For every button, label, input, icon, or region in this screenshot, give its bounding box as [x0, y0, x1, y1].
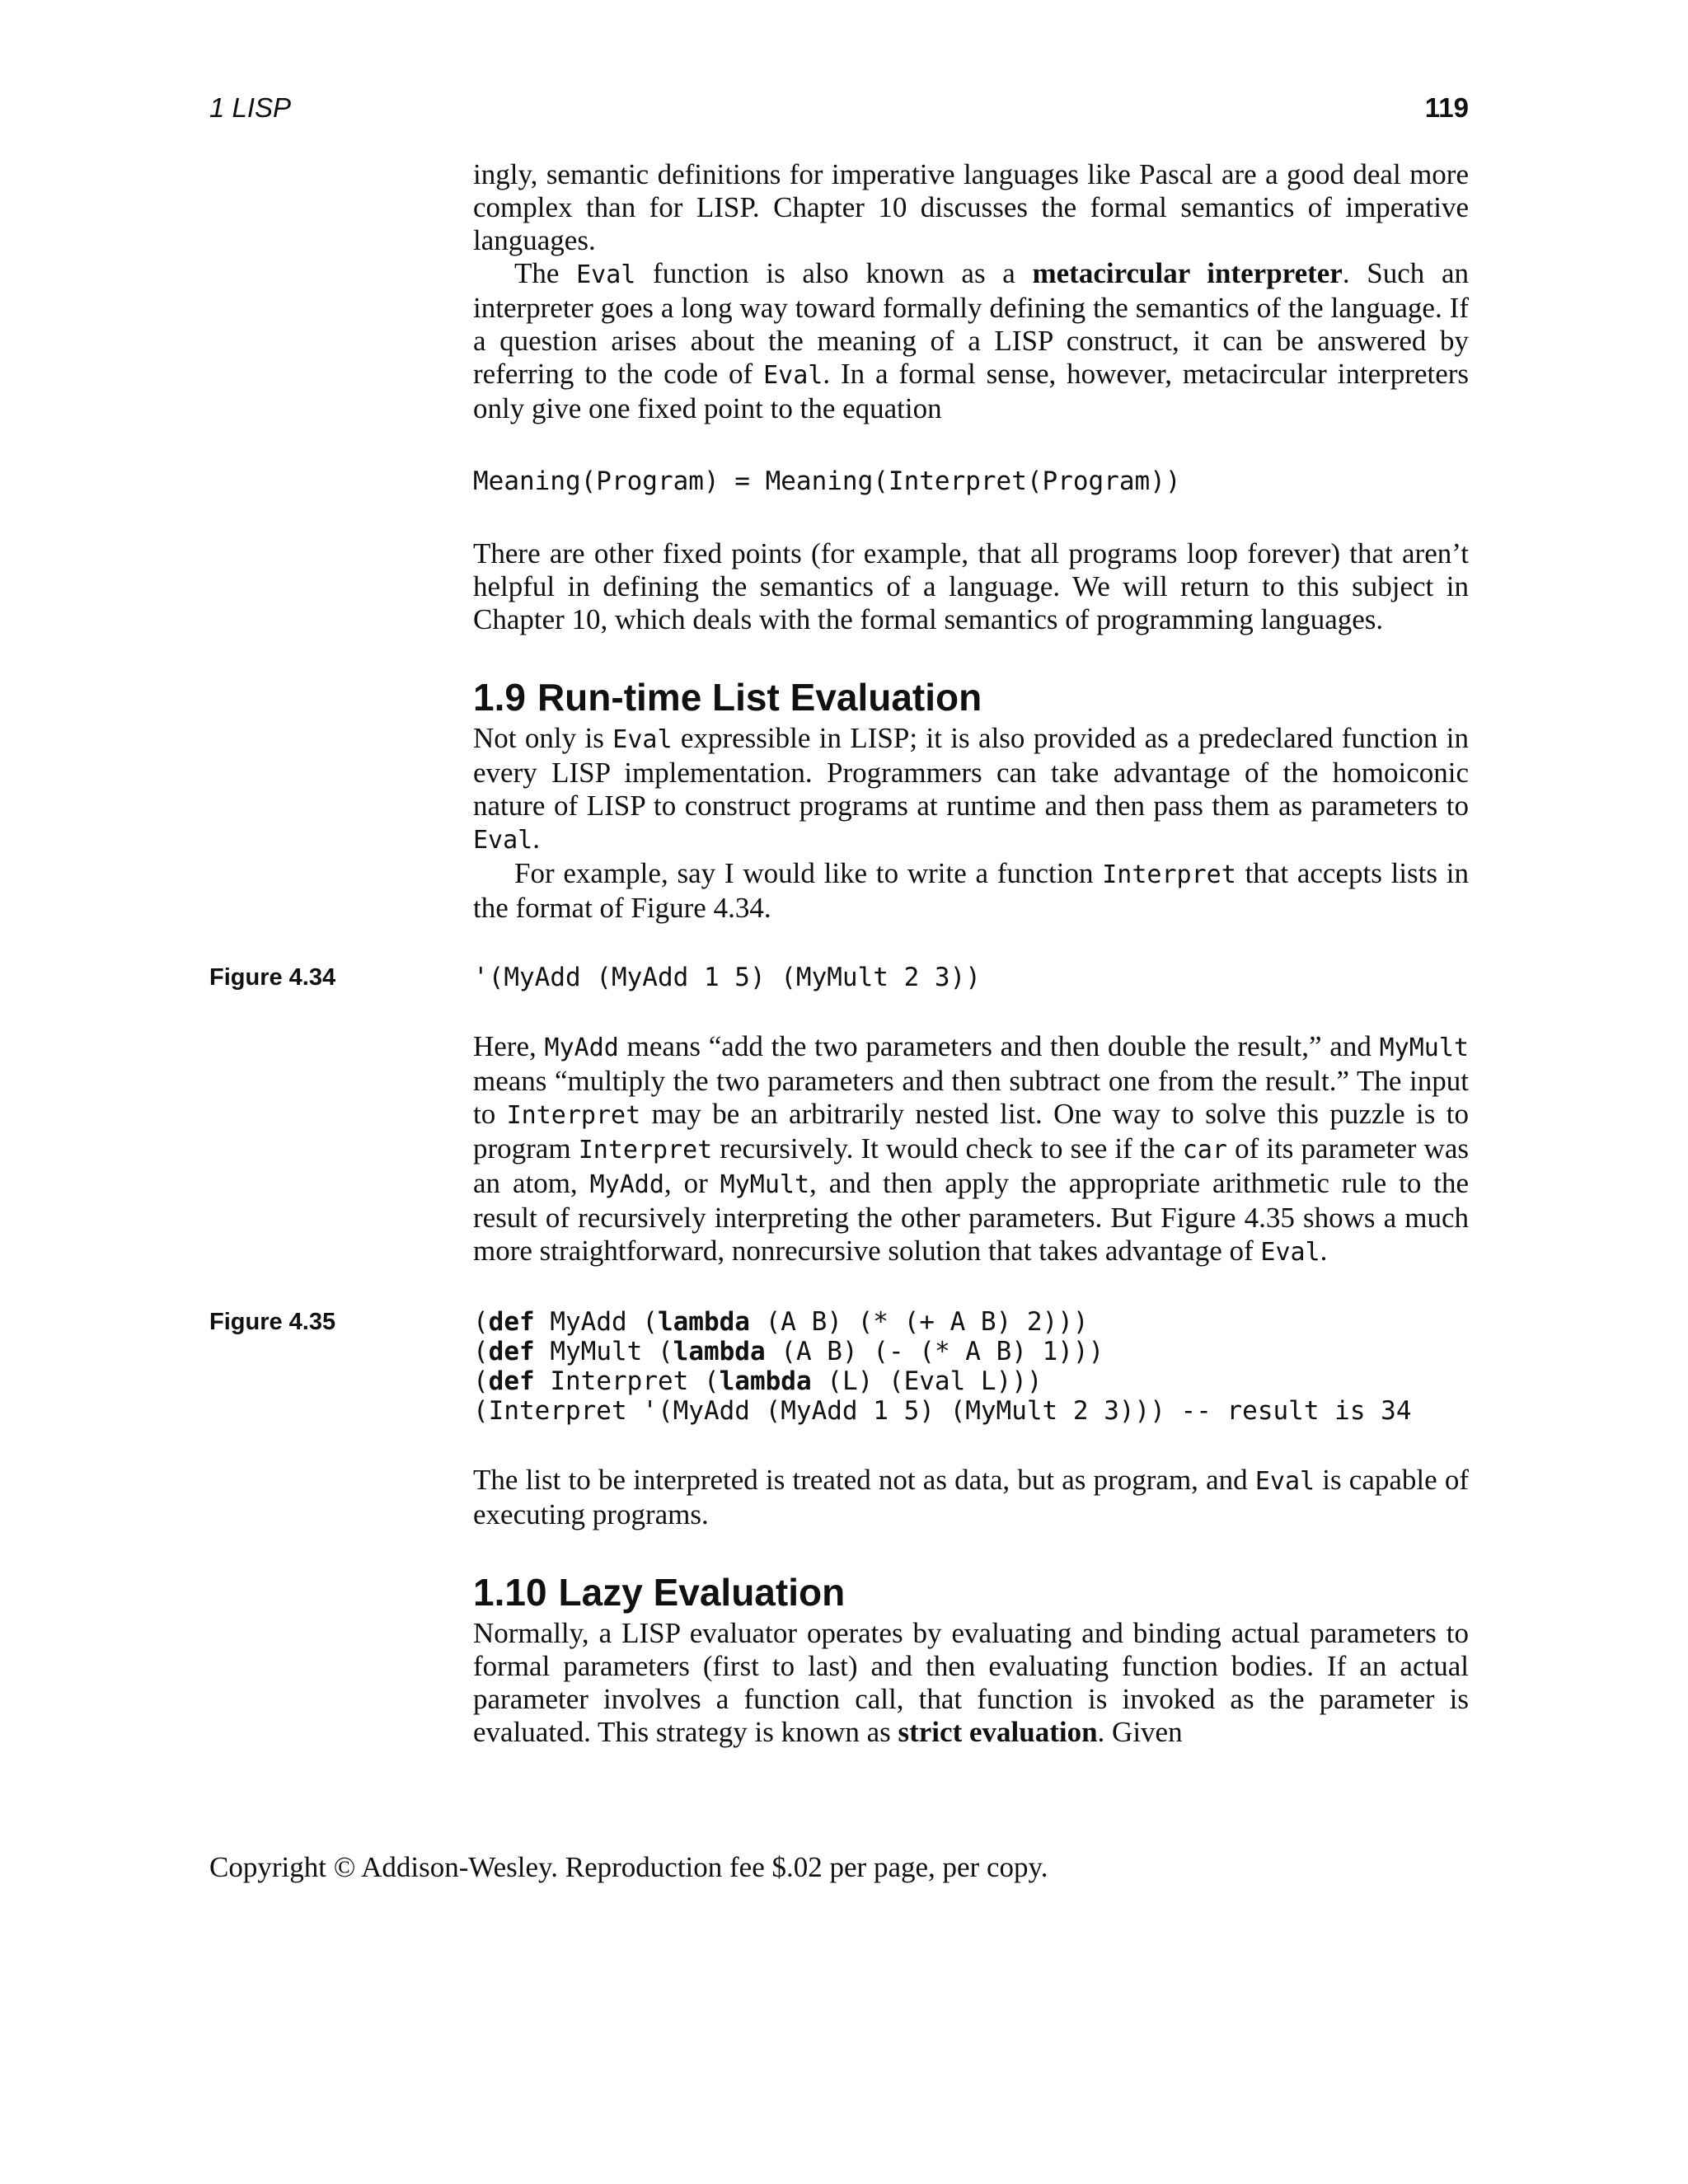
equation: Meaning(Program) = Meaning(Interpret(Program))	[473, 466, 1181, 496]
running-head: 1 LISP	[209, 92, 292, 123]
code-line: (def Interpret (lambda (L) (Eval L)))	[473, 1366, 1043, 1396]
paragraph: For example, say I would like to write a function Interpret that accepts lists in the format of Figure 4.34.	[473, 857, 1470, 924]
code-line: (def MyMult (lambda (A B) (- (* A B) 1)))	[473, 1337, 1104, 1366]
paragraph: Normally, a LISP evaluator operates by evaluating and binding actual parameters to formal parameters (first to last) and then evaluating function bodies. If an actual parameter involves a function call, that function is invoked as the parameter is evaluated. This strategy is known as strict evaluation. Given	[473, 1617, 1469, 1748]
inline-code: Eval	[763, 361, 823, 390]
section-number: 1.10	[473, 1571, 547, 1614]
section-heading	[473, 1569, 1469, 1615]
inline-code: Eval	[473, 826, 533, 855]
paragraph: Not only is Eval expressible in LISP; it is also provided as a predeclared function in every LISP implementation. Programmers can take advantage of the homoiconic nature of LISP to construct programs at runtime and then pass them as parameters to Eval.	[473, 722, 1469, 855]
code-block: '(MyAdd (MyAdd 1 5) (MyMult 2 3))	[473, 963, 981, 992]
inline-code: Interpret	[1102, 860, 1236, 889]
figure-4-35	[209, 1307, 1469, 1426]
paragraph: Here, MyAdd means “add the two parameters and then double the result,” and MyMult means “multiply the two parameters and then subtract one from the result.” The input to Interpret may be an arbitrarily nested list. One way to solve this puzzle is to program Interpret recursively. It would check to see if the car of its parameter was an atom, MyAdd, or MyMult, and then apply the appropriate arithmetic rule to the result of recursively interpreting the other parameters. But Figure 4.35 shows a much more straightforward, nonrecursive solution that takes advantage of Eval.	[473, 1030, 1470, 1267]
paragraph: ingly, semantic definitions for imperative languages like Pascal are a good deal more complex than for LISP. Chapter 10 discusses the formal semantics of imperative languages.	[473, 158, 1469, 256]
code-line: (def MyAdd (lambda (A B) (* (+ A B) 2)))	[473, 1307, 1089, 1337]
paragraph: The Eval function is also known as a metacircular interpreter. Such an interpreter goes a long way toward formally defining the semantics of the language. If a question arises about the meaning of a LISP construct, it can be answered by referring to the code of Eval. In a formal sense, however, metacircular interpreters only give one fixed point to the equation	[473, 257, 1470, 424]
copyright-footer: Copyright © Addison-Wesley. Reproduction fee $.02 per page, per copy.	[209, 1851, 1048, 1883]
paragraph: There are other fixed points (for example, that all programs loop forever) that aren’t helpful in defining the semantics of a language. We will return to this subject in Chapter 10, which deals with the formal semantics of programming languages.	[473, 537, 1469, 635]
section-title: Lazy Evaluation	[558, 1571, 846, 1614]
code-line: (Interpret '(MyAdd (MyAdd 1 5) (MyMult 2 3))) -- result is 34	[473, 1396, 1412, 1426]
page-number: 119	[1424, 92, 1469, 123]
section-number: 1.9	[473, 676, 526, 719]
inline-code: Eval	[1254, 1467, 1315, 1496]
inline-code: Eval	[576, 260, 636, 289]
bold-term: strict evaluation	[898, 1716, 1098, 1748]
figure-4-34	[209, 963, 1469, 992]
figure-label: Figure 4.35	[209, 1309, 336, 1335]
section-heading	[473, 674, 1469, 720]
paragraph: The list to be interpreted is treated not as data, but as program, and Eval is capable of executing programs.	[473, 1464, 1469, 1530]
section-title: Run-time List Evaluation	[537, 676, 982, 719]
bold-term: metacircular interpreter	[1032, 257, 1343, 289]
figure-label: Figure 4.34	[209, 964, 336, 991]
inline-code: Eval	[612, 725, 673, 754]
running-header	[209, 92, 1469, 134]
body-text	[209, 158, 1470, 1749]
